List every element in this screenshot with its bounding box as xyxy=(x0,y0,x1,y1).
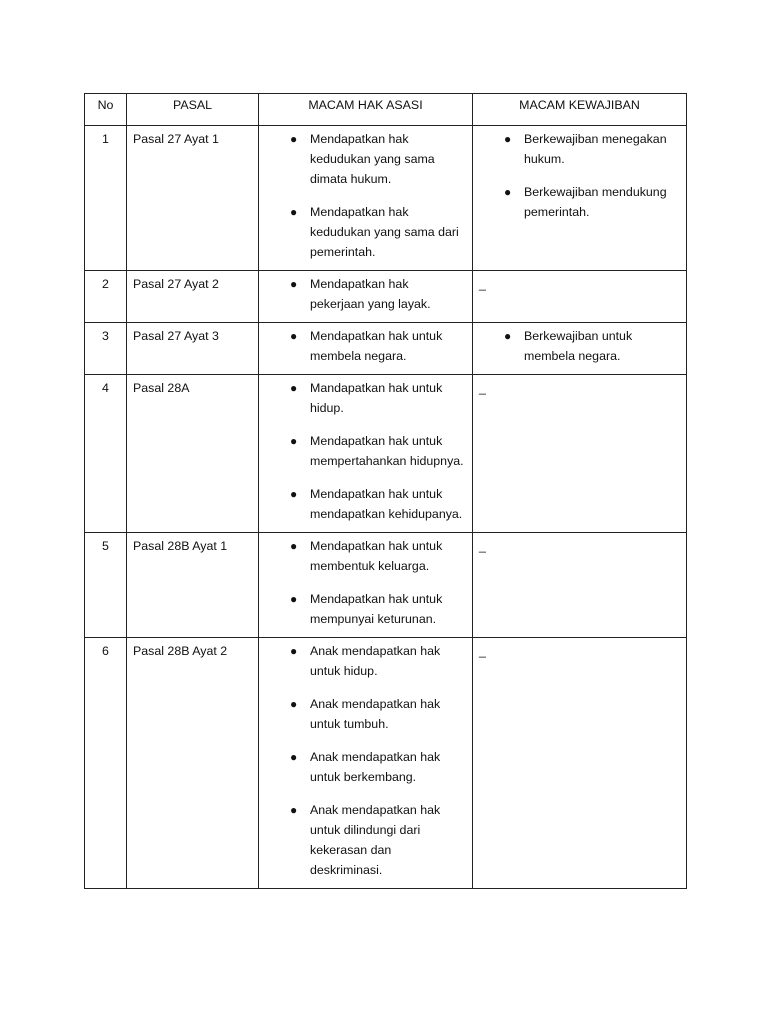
list-item xyxy=(259,641,464,681)
row-hak-cell xyxy=(259,533,473,638)
row-number: 5 xyxy=(85,533,127,638)
bullet-icon: ● xyxy=(504,132,512,146)
bullet-icon: ● xyxy=(290,277,298,291)
row-kewajiban-cell xyxy=(473,126,687,271)
bullet-icon: ● xyxy=(290,750,298,764)
list-item xyxy=(473,129,678,169)
list-item xyxy=(259,378,464,418)
header-no: No xyxy=(85,94,127,126)
list-item-text: Mendapatkan hak kedudukan yang sama dari pemerintah. xyxy=(310,205,459,259)
row-hak-cell xyxy=(259,126,473,271)
table-row xyxy=(85,638,687,889)
hak-list xyxy=(259,536,464,629)
bullet-icon: ● xyxy=(290,329,298,343)
list-item-text: Mendapatkan hak untuk membela negara. xyxy=(310,329,443,363)
hak-list xyxy=(259,274,464,314)
bullet-icon: ● xyxy=(290,487,298,501)
table-row xyxy=(85,126,687,271)
bullet-icon: ● xyxy=(290,697,298,711)
bullet-icon: ● xyxy=(290,803,298,817)
row-kewajiban-cell xyxy=(473,323,687,375)
list-item-text: Anak mendapatkan hak untuk tumbuh. xyxy=(310,697,441,731)
bullet-icon: ● xyxy=(290,205,298,219)
list-item-text: Berkewajiban mendukung pemerintah. xyxy=(524,185,667,219)
row-number: 4 xyxy=(85,375,127,533)
row-hak-cell xyxy=(259,638,473,889)
list-item-text: Anak mendapatkan hak untuk berkembang. xyxy=(310,750,441,784)
list-item xyxy=(259,274,464,314)
bullet-icon: ● xyxy=(290,132,298,146)
bullet-icon: ● xyxy=(504,185,512,199)
list-item-text: Mendapatkan hak untuk mempunyai keturunan. xyxy=(310,592,443,626)
header-kewajiban: MACAM KEWAJIBAN xyxy=(473,94,687,126)
list-item xyxy=(259,129,464,189)
list-item xyxy=(259,202,464,262)
list-item-text: Mandapatkan hak untuk hidup. xyxy=(310,381,443,415)
row-number: 1 xyxy=(85,126,127,271)
table-row xyxy=(85,323,687,375)
kewajiban-list xyxy=(473,129,678,222)
bullet-icon: ● xyxy=(290,381,298,395)
rights-obligations-table xyxy=(84,93,687,889)
row-pasal: Pasal 28B Ayat 1 xyxy=(127,533,259,638)
table-row xyxy=(85,375,687,533)
list-item xyxy=(259,747,464,787)
list-item-text: Mendapatkan hak untuk membentuk keluarga. xyxy=(310,539,443,573)
hak-list xyxy=(259,641,464,880)
bullet-icon: ● xyxy=(504,329,512,343)
list-item xyxy=(473,326,678,366)
row-number: 3 xyxy=(85,323,127,375)
table-row xyxy=(85,271,687,323)
row-kewajiban-empty: _ xyxy=(473,375,687,533)
list-item-text: Mendapatkan hak untuk mempertahankan hidupnya. xyxy=(310,434,464,468)
row-pasal: Pasal 27 Ayat 2 xyxy=(127,271,259,323)
list-item-text: Berkewajiban menegakan hukum. xyxy=(524,132,667,166)
row-kewajiban-empty: _ xyxy=(473,271,687,323)
row-pasal: Pasal 28B Ayat 2 xyxy=(127,638,259,889)
header-pasal: PASAL xyxy=(127,94,259,126)
list-item xyxy=(259,800,464,880)
list-item xyxy=(259,326,464,366)
list-item xyxy=(259,694,464,734)
row-pasal: Pasal 27 Ayat 3 xyxy=(127,323,259,375)
hak-list xyxy=(259,129,464,262)
list-item xyxy=(473,182,678,222)
list-item xyxy=(259,431,464,471)
bullet-icon: ● xyxy=(290,592,298,606)
row-kewajiban-empty: _ xyxy=(473,533,687,638)
row-hak-cell xyxy=(259,323,473,375)
row-pasal: Pasal 27 Ayat 1 xyxy=(127,126,259,271)
list-item xyxy=(259,484,464,524)
list-item xyxy=(259,589,464,629)
list-item-text: Anak mendapatkan hak untuk hidup. xyxy=(310,644,441,678)
hak-list xyxy=(259,326,464,366)
row-pasal: Pasal 28A xyxy=(127,375,259,533)
kewajiban-list xyxy=(473,326,678,366)
list-item-text: Mendapatkan hak pekerjaan yang layak. xyxy=(310,277,431,311)
list-item-text: Mendapatkan hak untuk mendapatkan kehidupanya. xyxy=(310,487,463,521)
hak-list xyxy=(259,378,464,524)
row-number: 2 xyxy=(85,271,127,323)
row-number: 6 xyxy=(85,638,127,889)
table-row xyxy=(85,533,687,638)
bullet-icon: ● xyxy=(290,434,298,448)
row-hak-cell xyxy=(259,271,473,323)
list-item-text: Anak mendapatkan hak untuk dilindungi dari kekerasan dan deskriminasi. xyxy=(310,803,441,877)
table-header-row xyxy=(85,94,687,126)
row-kewajiban-empty: _ xyxy=(473,638,687,889)
list-item-text: Mendapatkan hak kedudukan yang sama dimata hukum. xyxy=(310,132,435,186)
document-page xyxy=(84,93,686,889)
header-hak-asasi: MACAM HAK ASASI xyxy=(259,94,473,126)
row-hak-cell xyxy=(259,375,473,533)
bullet-icon: ● xyxy=(290,539,298,553)
bullet-icon: ● xyxy=(290,644,298,658)
list-item xyxy=(259,536,464,576)
list-item-text: Berkewajiban untuk membela negara. xyxy=(524,329,633,363)
